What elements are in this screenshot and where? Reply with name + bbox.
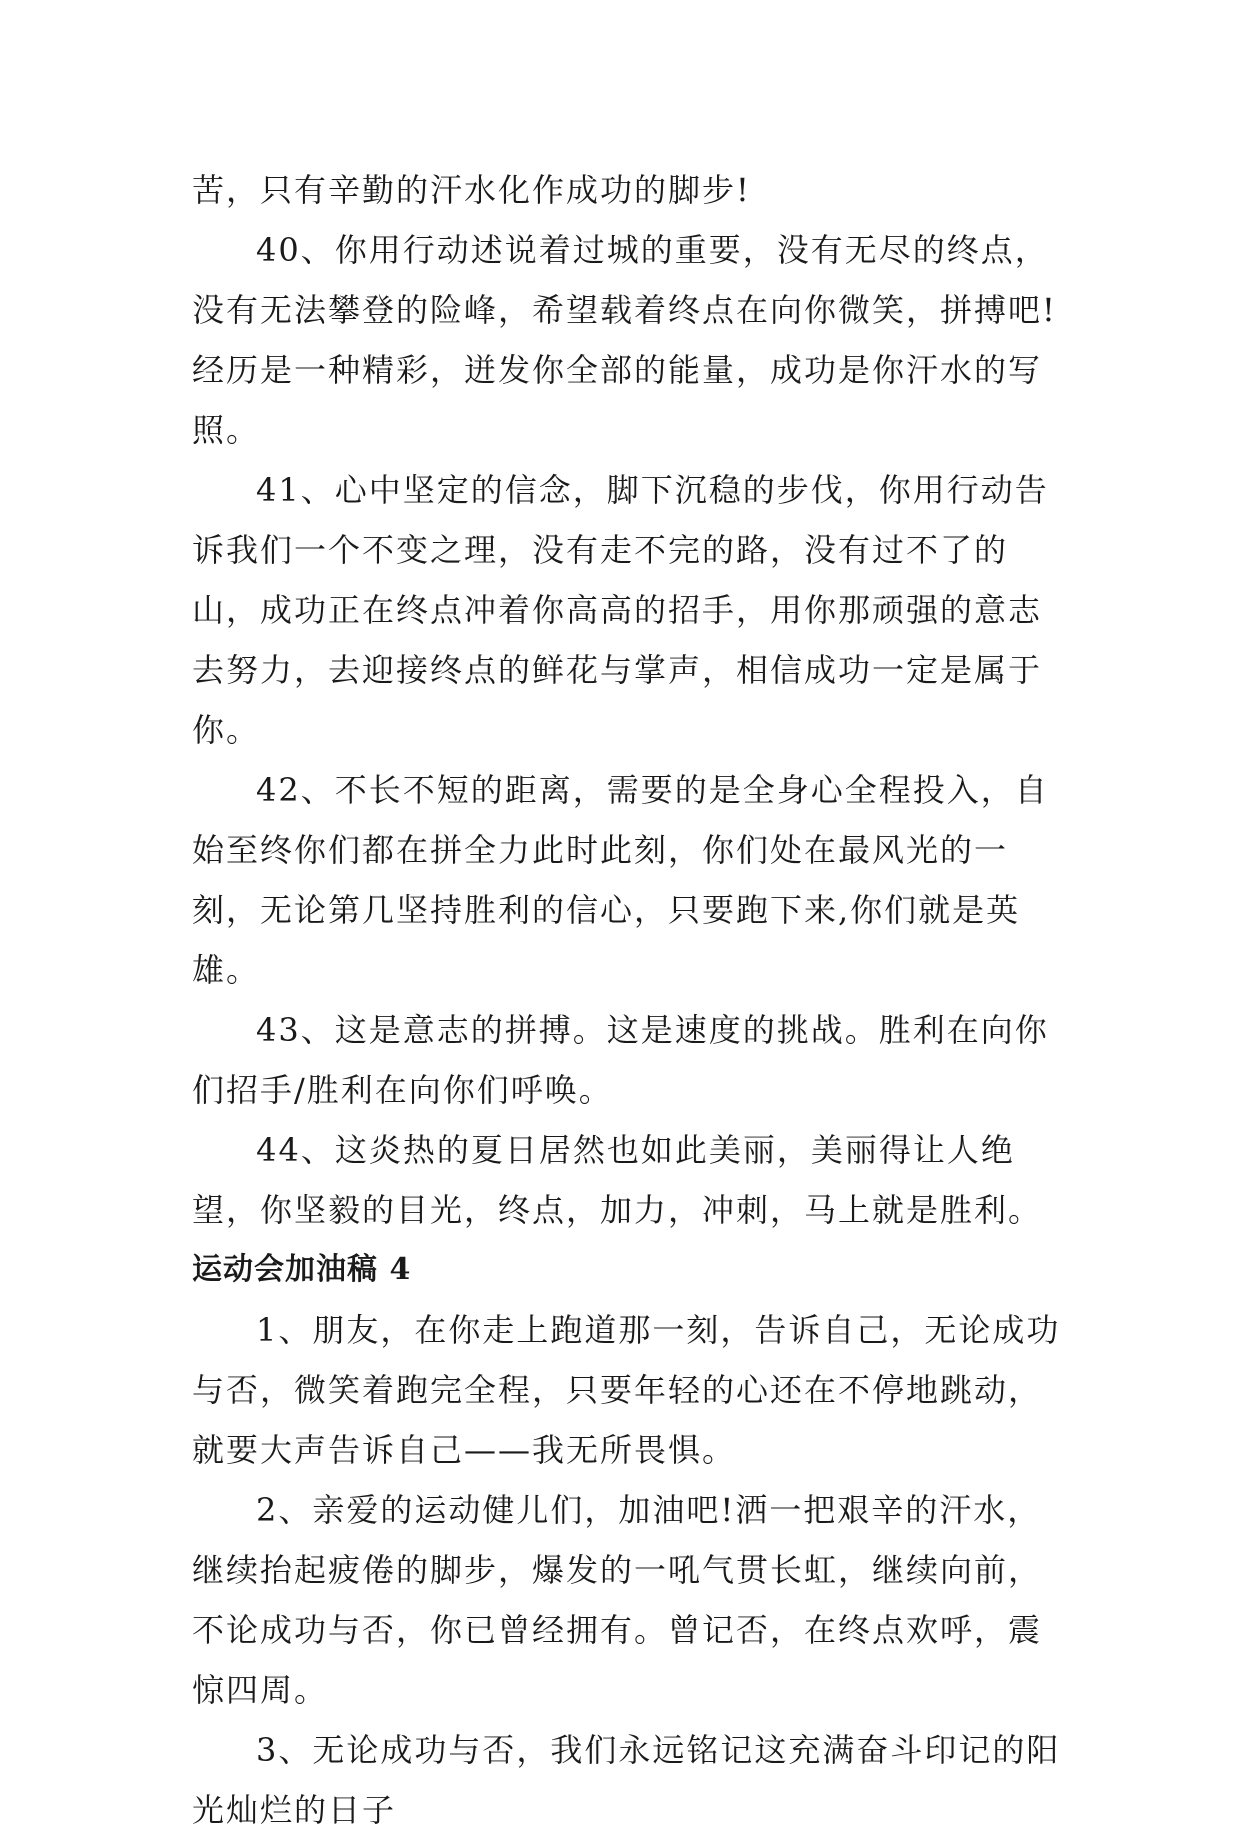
paragraph-3: 3、无论成功与否，我们永远铭记这充满奋斗印记的阳光灿烂的日子	[192, 1731, 1061, 1829]
document-body	[192, 160, 1072, 1840]
paragraph-40: 40、你用行动述说着过城的重要，没有无尽的终点，没有无法攀登的险峰，希望载着终点在向你微笑，拼搏吧!经历是一种精彩，迸发你全部的能量，成功是你汗水的写照。	[192, 231, 1057, 449]
paragraph-44: 44、这炎热的夏日居然也如此美丽，美丽得让人绝望，你坚毅的目光，终点，加力，冲刺，马上就是胜利。	[192, 1131, 1043, 1229]
paragraph-continuation: 苦，只有辛勤的汗水化作成功的脚步!	[192, 171, 751, 209]
paragraph-43: 43、这是意志的拼搏。这是速度的挑战。胜利在向你们招手/胜利在向你们呼唤。	[192, 1011, 1049, 1109]
paragraph-42: 42、不长不短的距离，需要的是全身心全程投入，自始至终你们都在拼全力此时此刻，你们处在最风光的一刻，无论第几坚持胜利的信心，只要跑下来,你们就是英雄。	[192, 771, 1049, 989]
paragraph-2: 2、亲爱的运动健儿们，加油吧!洒一把艰辛的汗水，继续抬起疲倦的脚步，爆发的一吼气贯长虹，继续向前，不论成功与否，你已曾经拥有。曾记否，在终点欢呼，震惊四周。	[192, 1491, 1043, 1709]
paragraph-1: 1、朋友，在你走上跑道那一刻，告诉自己，无论成功与否，微笑着跑完全程，只要年轻的心还在不停地跳动，就要大声告诉自己——我无所畏惧。	[192, 1311, 1061, 1469]
section-title: 运动会加油稿 4	[192, 1252, 412, 1287]
paragraph-41: 41、心中坚定的信念，脚下沉稳的步伐，你用行动告诉我们一个不变之理，没有走不完的路，没有过不了的山，成功正在终点冲着你高高的招手，用你那顽强的意志去努力，去迎接终点的鲜花与掌声，相信成功一定是属于你。	[192, 471, 1049, 749]
